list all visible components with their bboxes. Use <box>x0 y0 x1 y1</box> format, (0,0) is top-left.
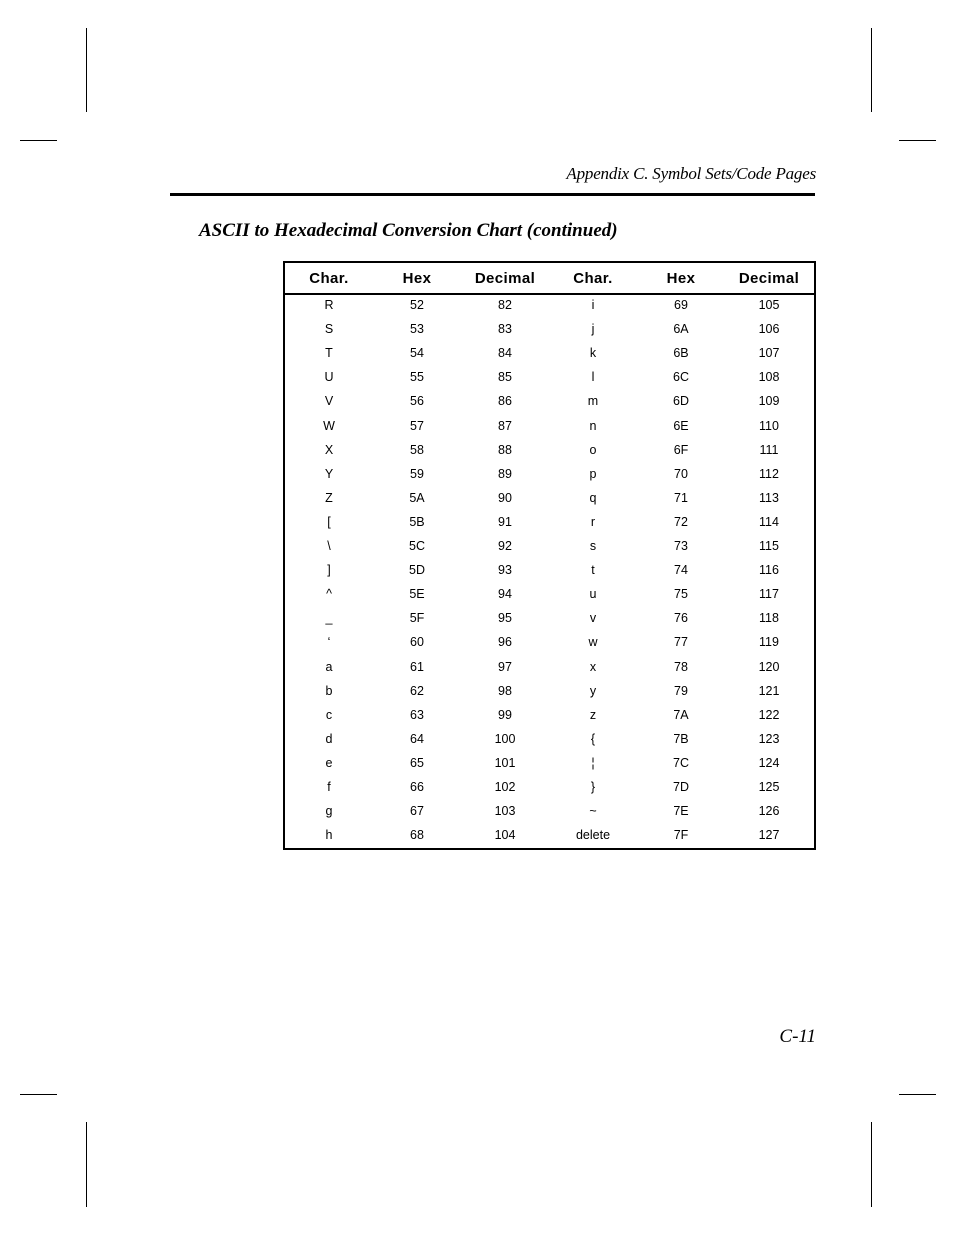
cell-char: _ <box>325 611 333 626</box>
cell-hex: 65 <box>410 755 424 770</box>
table-row <box>285 825 814 849</box>
cell-decimal: 100 <box>494 731 516 746</box>
cell-char: \ <box>327 539 331 553</box>
cell-char: V <box>324 394 334 409</box>
table-row <box>285 657 814 681</box>
cell-hex: 68 <box>410 828 424 843</box>
cell-decimal: 116 <box>759 563 779 578</box>
table-row <box>285 319 814 343</box>
crop-mark-top-right-horizontal <box>899 140 936 141</box>
cell-hex: 61 <box>410 659 424 674</box>
cell-hex: 5E <box>409 587 425 602</box>
table-row <box>285 391 814 415</box>
cell-hex: 53 <box>410 322 424 337</box>
cell-decimal: 94 <box>498 587 512 602</box>
cell-hex: 79 <box>674 683 688 698</box>
cell-char: k <box>589 346 597 361</box>
cell-decimal: 120 <box>758 659 780 674</box>
cell-char: [ <box>327 514 331 529</box>
cell-decimal: 89 <box>498 466 512 481</box>
cell-hex: 7A <box>673 707 689 722</box>
cell-char: w <box>588 635 598 650</box>
cell-hex: 72 <box>674 514 688 529</box>
cell-char: c <box>325 707 333 722</box>
table-row <box>285 777 814 801</box>
cell-hex: 59 <box>410 466 424 481</box>
cell-char: m <box>587 394 599 409</box>
cell-decimal: 122 <box>758 707 780 722</box>
cell-char: T <box>325 346 333 361</box>
column-header-decimal-left: Decimal <box>474 270 536 287</box>
table-row <box>285 801 814 825</box>
cell-decimal: 123 <box>758 731 780 746</box>
cell-decimal: 87 <box>498 418 512 433</box>
cell-decimal: 88 <box>498 442 512 457</box>
cell-hex: 7D <box>673 780 689 794</box>
cell-hex: 7C <box>673 755 689 770</box>
cell-hex: 66 <box>410 780 424 794</box>
cell-char: delete <box>575 828 611 843</box>
table-row <box>285 512 814 536</box>
cell-char: z <box>589 707 597 722</box>
cell-decimal: 99 <box>498 707 512 722</box>
table-row <box>285 608 814 632</box>
crop-mark-top-left-horizontal <box>20 140 57 141</box>
column-header-hex-right: Hex <box>666 270 696 287</box>
cell-hex: 70 <box>674 466 688 481</box>
cell-char: u <box>589 587 597 602</box>
cell-char: X <box>324 442 334 457</box>
cell-char: e <box>325 755 333 770</box>
cell-decimal: 110 <box>759 418 779 433</box>
cell-hex: 62 <box>410 683 424 698</box>
cell-decimal: 113 <box>759 490 779 505</box>
table-row <box>285 560 814 584</box>
cell-char: f <box>327 780 331 794</box>
cell-decimal: 107 <box>758 346 780 361</box>
cell-decimal: 125 <box>758 780 780 794</box>
cell-decimal: 85 <box>498 370 512 385</box>
crop-mark-top-left-vertical <box>86 28 87 112</box>
table-row <box>285 705 814 729</box>
cell-decimal: 124 <box>758 755 780 770</box>
cell-decimal: 103 <box>494 804 516 819</box>
cell-decimal: 82 <box>498 298 512 312</box>
table-row <box>285 295 814 319</box>
cell-decimal: 114 <box>759 514 779 529</box>
crop-mark-bottom-right-horizontal <box>899 1094 936 1095</box>
cell-decimal: 119 <box>759 635 779 650</box>
column-header-char-right: Char. <box>573 270 613 287</box>
section-title: ASCII to Hexadecimal Conversion Chart (continued) <box>199 220 618 241</box>
cell-hex: 6B <box>673 346 689 361</box>
header-rule <box>170 193 815 196</box>
cell-decimal: 108 <box>758 370 780 385</box>
cell-hex: 64 <box>410 731 424 746</box>
cell-hex: 69 <box>674 298 688 312</box>
cell-char: ] <box>327 563 331 578</box>
cell-hex: 78 <box>674 659 688 674</box>
cell-char: x <box>589 659 597 674</box>
cell-decimal: 98 <box>498 683 512 698</box>
page-number: C-11 <box>779 1026 816 1047</box>
cell-char: l <box>591 370 595 385</box>
cell-decimal: 92 <box>498 539 512 553</box>
cell-hex: 5A <box>409 490 425 505</box>
cell-char: i <box>591 298 595 312</box>
column-header-hex-left: Hex <box>402 270 432 287</box>
cell-char: ‘ <box>327 635 331 650</box>
crop-mark-top-right-vertical <box>871 28 872 112</box>
cell-hex: 75 <box>674 587 688 602</box>
cell-char: U <box>324 370 334 385</box>
cell-hex: 6D <box>673 394 689 409</box>
cell-hex: 7E <box>673 804 689 819</box>
table-row <box>285 343 814 367</box>
cell-char: b <box>325 683 333 698</box>
cell-decimal: 121 <box>758 683 780 698</box>
cell-hex: 71 <box>674 490 688 505</box>
cell-hex: 76 <box>674 611 688 626</box>
cell-hex: 52 <box>410 298 424 312</box>
cell-char: } <box>590 780 596 794</box>
table-header-row <box>285 263 814 295</box>
cell-hex: 5B <box>409 514 425 529</box>
cell-decimal: 95 <box>498 611 512 626</box>
cell-char: d <box>325 731 333 746</box>
running-head: Appendix C. Symbol Sets/Code Pages <box>566 164 816 183</box>
cell-decimal: 127 <box>758 828 780 843</box>
table-row <box>285 536 814 560</box>
cell-hex: 7F <box>673 828 689 843</box>
table-row <box>285 584 814 608</box>
cell-decimal: 118 <box>759 611 779 626</box>
table-row <box>285 416 814 440</box>
cell-hex: 6C <box>673 370 689 385</box>
cell-decimal: 91 <box>498 514 512 529</box>
cell-decimal: 109 <box>758 394 780 409</box>
column-header-decimal-right: Decimal <box>738 270 800 287</box>
cell-char: o <box>589 442 597 457</box>
cell-hex: 56 <box>410 394 424 409</box>
cell-char: Y <box>324 466 334 481</box>
cell-char: r <box>590 514 596 529</box>
cell-char: ¦ <box>591 755 595 770</box>
cell-decimal: 115 <box>759 539 779 553</box>
cell-decimal: 93 <box>498 563 512 578</box>
cell-char: { <box>590 731 596 746</box>
cell-char: s <box>589 539 597 553</box>
cell-decimal: 126 <box>758 804 780 819</box>
table-row <box>285 367 814 391</box>
table-row <box>285 681 814 705</box>
cell-char: ^ <box>326 587 332 602</box>
cell-char: y <box>589 683 597 698</box>
cell-hex: 6A <box>673 322 689 337</box>
cell-hex: 6E <box>673 418 689 433</box>
cell-hex: 74 <box>674 563 688 578</box>
crop-mark-bottom-left-horizontal <box>20 1094 57 1095</box>
cell-char: v <box>589 611 597 626</box>
table-row <box>285 488 814 512</box>
cell-hex: 57 <box>410 418 424 433</box>
cell-decimal: 86 <box>498 394 512 409</box>
cell-hex: 63 <box>410 707 424 722</box>
cell-decimal: 106 <box>758 322 780 337</box>
cell-char: R <box>324 298 334 312</box>
cell-hex: 55 <box>410 370 424 385</box>
cell-hex: 7B <box>673 731 689 746</box>
cell-char: S <box>324 322 334 337</box>
cell-hex: 5F <box>409 611 425 626</box>
cell-hex: 77 <box>674 635 688 650</box>
cell-hex: 73 <box>674 539 688 553</box>
cell-hex: 6F <box>673 442 689 457</box>
cell-decimal: 97 <box>498 659 512 674</box>
cell-decimal: 102 <box>494 780 516 794</box>
cell-hex: 58 <box>410 442 424 457</box>
cell-char: q <box>589 490 597 505</box>
table-row <box>285 464 814 488</box>
cell-decimal: 84 <box>498 346 512 361</box>
cell-char: j <box>591 322 595 337</box>
column-header-char-left: Char. <box>309 270 349 287</box>
cell-char: ~ <box>589 804 597 819</box>
cell-hex: 60 <box>410 635 424 650</box>
cell-decimal: 112 <box>759 466 779 481</box>
cell-decimal: 104 <box>494 828 516 843</box>
cell-char: n <box>589 418 597 433</box>
table-row <box>285 729 814 753</box>
cell-char: p <box>589 466 597 481</box>
table-row <box>285 632 814 656</box>
cell-char: h <box>325 828 333 843</box>
cell-decimal: 101 <box>494 755 516 770</box>
table-row <box>285 440 814 464</box>
cell-char: g <box>325 804 333 819</box>
crop-mark-bottom-right-vertical <box>871 1122 872 1207</box>
cell-char: a <box>325 659 333 674</box>
cell-hex: 67 <box>410 804 424 819</box>
cell-char: W <box>323 418 335 433</box>
table-row <box>285 753 814 777</box>
cell-decimal: 117 <box>759 587 779 602</box>
conversion-table <box>283 261 816 850</box>
cell-decimal: 111 <box>759 442 779 457</box>
cell-char: Z <box>325 490 333 505</box>
cell-decimal: 90 <box>498 490 512 505</box>
cell-hex: 54 <box>410 346 424 361</box>
crop-mark-bottom-left-vertical <box>86 1122 87 1207</box>
cell-decimal: 96 <box>498 635 512 650</box>
cell-decimal: 83 <box>498 322 512 337</box>
cell-hex: 5C <box>409 539 425 553</box>
cell-hex: 5D <box>409 563 425 578</box>
cell-char: t <box>591 563 595 578</box>
cell-decimal: 105 <box>758 298 780 312</box>
